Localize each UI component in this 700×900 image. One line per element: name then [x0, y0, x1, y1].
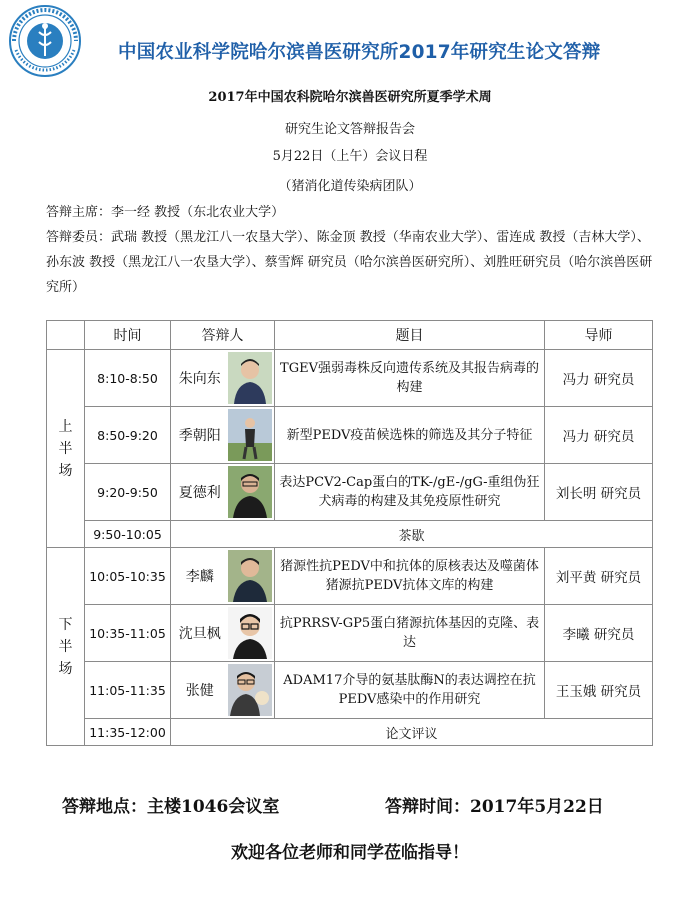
row-advisor: 刘平黄 研究员: [545, 548, 653, 605]
row-time: 10:35-11:05: [85, 605, 171, 662]
report-title: 研究生论文答辩报告会: [284, 122, 415, 137]
presenter-photo: [228, 664, 272, 716]
presenter-name: 张健: [185, 683, 214, 699]
presenter-photo: [228, 607, 272, 659]
presenter-name: 季朝阳: [178, 428, 221, 444]
table-row: [47, 350, 653, 407]
row-time: 8:10-8:50: [85, 350, 171, 407]
row-presenter: [171, 407, 275, 464]
agenda-title: 5月22日（上午）会议日程: [272, 149, 428, 164]
schedule-table: [46, 320, 653, 746]
footer-time: 答辩时间：2017年5月22日: [385, 797, 604, 817]
row-presenter: [171, 605, 275, 662]
row-presenter: [171, 548, 275, 605]
table-row: [47, 407, 653, 464]
advisor-header: 导师: [545, 321, 653, 350]
team-name: （猪消化道传染病团队）: [278, 179, 422, 194]
chair-info: 答辩主席：李一经 教授（东北农业大学）: [46, 205, 285, 220]
break-time: 9:50-10:05: [85, 521, 171, 548]
presenter-photo: [228, 352, 272, 404]
session-afternoon-label: 下 半 场: [58, 616, 73, 677]
presenter-photo: [228, 466, 272, 518]
welcome-text: 欢迎各位老师和同学莅临指导！: [231, 843, 469, 863]
row-topic: 新型PEDV疫苗候选株的筛选及其分子特征: [275, 407, 545, 464]
session-morning: [47, 350, 85, 548]
institute-logo: [8, 4, 82, 78]
presenter-photo: [228, 409, 272, 461]
row-presenter: [171, 464, 275, 521]
review-time: 11:35-12:00: [85, 719, 171, 746]
row-advisor: 刘长明 研究员: [545, 464, 653, 521]
row-time: 10:05-10:35: [85, 548, 171, 605]
topic-header: 题目: [275, 321, 545, 350]
row-topic: 抗PRRSV-GP5蛋白猪源抗体基因的克隆、表达: [275, 605, 545, 662]
row-advisor: 王玉娥 研究员: [545, 662, 653, 719]
presenter-name: 李麟: [185, 569, 214, 585]
page-title: 中国农业科学院哈尔滨兽医研究所2017年研究生论文答辩: [118, 42, 601, 63]
table-row: [47, 548, 653, 605]
break-label: 茶歇: [171, 521, 653, 548]
table-row: [47, 464, 653, 521]
session-morning-label: 上 半 场: [58, 418, 73, 479]
row-time: 11:05-11:35: [85, 662, 171, 719]
row-topic: 表达PCV2-Cap蛋白的TK-/gE-/gG-重组伪狂犬病毒的构建及其免疫原性研究: [275, 464, 545, 521]
row-time: 9:20-9:50: [85, 464, 171, 521]
review-label: 论文评议: [171, 719, 653, 746]
presenter-name: 朱向东: [178, 371, 221, 387]
presenter-name: 沈旦枫: [178, 626, 221, 642]
time-header: 时间: [85, 321, 171, 350]
row-advisor: 李曦 研究员: [545, 605, 653, 662]
table-header-row: [47, 321, 653, 350]
row-topic: ADAM17介导的氨基肽酶N的表达调控在抗PEDV感染中的作用研究: [275, 662, 545, 719]
row-advisor: 冯力 研究员: [545, 407, 653, 464]
committee-info: 答辩委员：武瑞 教授（黑龙江八一农垦大学）、陈金顶 教授（华南农业大学）、雷连成 教授（吉林大学）、孙东波 教授（黑龙江八一农垦大学）、蔡雪辉 研究员（哈尔滨兽医研究所）、刘胜旺研究员（哈尔滨兽医研究所）: [46, 230, 653, 295]
event-subtitle: 2017年中国农科院哈尔滨兽医研究所夏季学术周: [208, 90, 492, 105]
presenter-photo: [228, 550, 272, 602]
row-presenter: [171, 350, 275, 407]
row-time: 8:50-9:20: [85, 407, 171, 464]
table-row: [47, 605, 653, 662]
footer-location: 答辩地点：主楼1046会议室: [62, 797, 280, 817]
break-row: [47, 521, 653, 548]
session-header: [47, 321, 85, 350]
review-row: [47, 719, 653, 746]
row-topic: 猪源性抗PEDV中和抗体的原核表达及噬菌体猪源抗PEDV抗体文库的构建: [275, 548, 545, 605]
row-presenter: [171, 662, 275, 719]
session-afternoon: [47, 548, 85, 746]
table-row: [47, 662, 653, 719]
row-advisor: 冯力 研究员: [545, 350, 653, 407]
presenter-name: 夏德利: [178, 485, 221, 501]
row-topic: TGEV强弱毒株反向遗传系统及其报告病毒的构建: [275, 350, 545, 407]
presenter-header: 答辩人: [171, 321, 275, 350]
